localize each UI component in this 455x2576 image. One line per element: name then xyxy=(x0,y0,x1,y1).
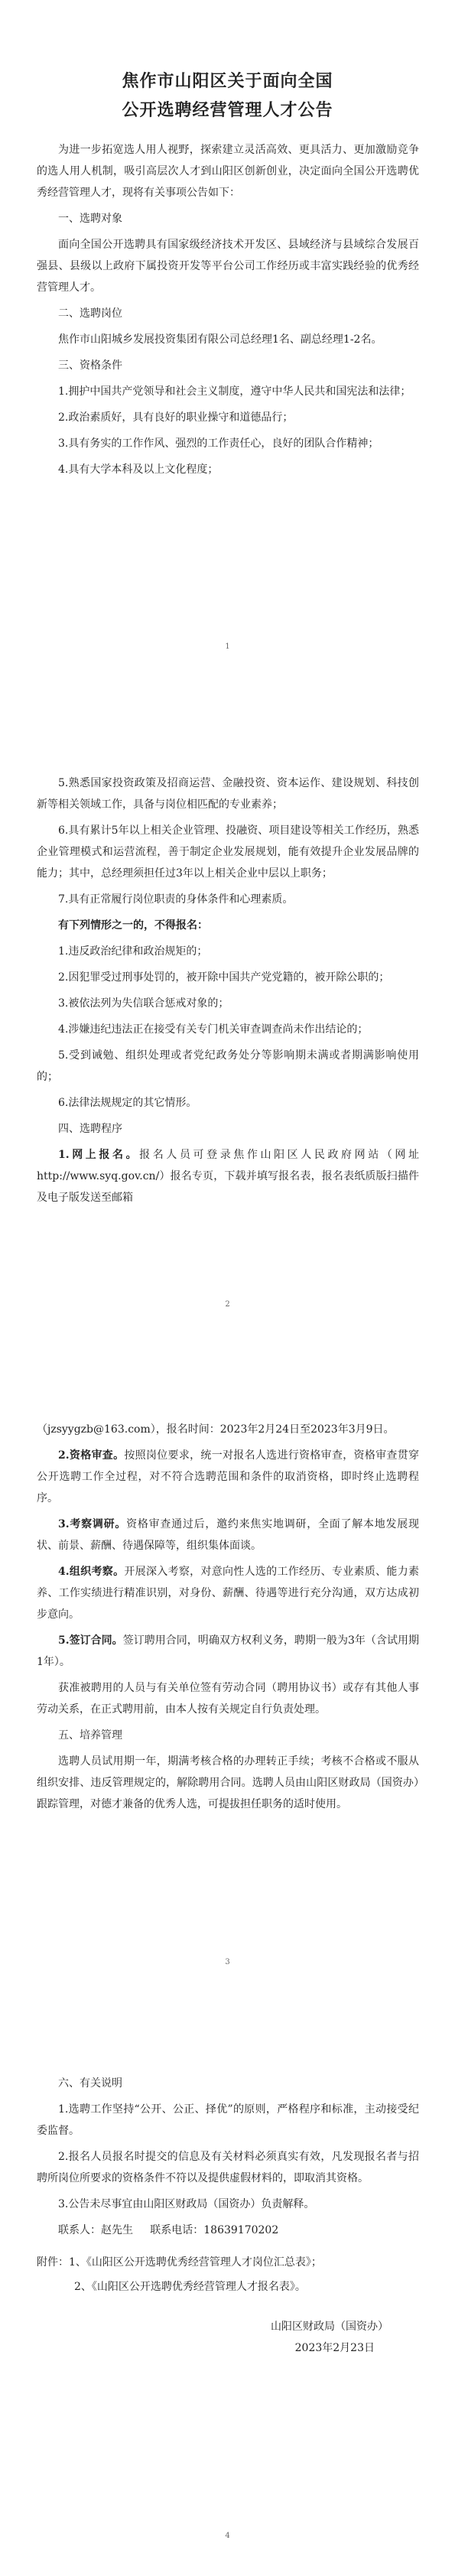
section1-text: 面向全国公开选聘具有国家级经济技术开发区、县域经济与县域综合发展百强县、县级以上政府下属投资开发等平台公司工作经历或丰富实践经验的优秀经营管理人才。 xyxy=(37,239,419,294)
section2-heading: 二、选聘岗位 xyxy=(58,307,122,320)
section4-heading: 四、选聘程序 xyxy=(58,1123,122,1135)
contact-line xyxy=(37,2220,419,2241)
exclusion-item: 3.被依法列为失信联合惩戒对象的； xyxy=(58,997,229,1010)
page-number: 2 xyxy=(225,1300,230,1309)
section1-heading: 一、选聘对象 xyxy=(58,213,122,225)
signature-block xyxy=(37,2316,419,2359)
exclusion-item: 4.涉嫌违纪违法正在接受有关专门机关审查调查尚未作出结论的； xyxy=(58,1023,369,1036)
note-item: 1.选聘工作坚持“公开、公正、择优”的原则，严格程序和标准，主动接受纪委监督。 xyxy=(37,2103,419,2137)
exclusion-item: 6.法律法规规定的其它情形。 xyxy=(58,1097,197,1109)
section6-heading: 六、有关说明 xyxy=(58,2077,122,2090)
attachment-item: 2、《山阳区公开选聘优秀经营管理人才报名表》。 xyxy=(74,2281,306,2293)
attachment-line xyxy=(37,2252,419,2273)
condition-item: 5.熟悉国家投资政策及招商运营、金融投资、资本运作、建设规划、科技创新等相关领域工作，具备与岗位相匹配的专业素养； xyxy=(37,777,419,811)
procedure-step-1-continued: （jzsyygzb@163.com），报名时间：2023年2月24日至2023年3月9日。 xyxy=(37,1423,395,1436)
attachments-label: 附件： xyxy=(37,2256,69,2269)
note-item: 3.公告未尽事宜由山阳区财政局（国资办）负责解释。 xyxy=(58,2198,315,2210)
condition-item: 6.具有累计5年以上相关企业管理、投融资、项目建设等相关工作经历，熟悉企业管理模式和运营流程，善于制定企业发展规划，能有效提升企业发展品牌的能力；其中，总经理须担任过3年以上相关企业中层以上职务； xyxy=(37,825,419,880)
condition-item: 7.具有正常履行岗位职责的身体条件和心理素质。 xyxy=(58,893,294,906)
signature-org: 山阳区财政局（国资办） xyxy=(271,2321,388,2333)
page1-body xyxy=(37,139,419,485)
step-text: 开展深入考察，对意向性人选的工作经历、专业素质、能力素养、工作实绩进行精准识别，对身份、薪酬、待遇等进行充分沟通，双方达成初步意向。 xyxy=(37,1566,419,1621)
condition-item: 2.政治素质好，具有良好的职业操守和道德品行； xyxy=(58,411,294,424)
exclusion-item: 2.因犯罪受过刑事处罚的，被开除中国共产党党籍的，被开除公职的； xyxy=(58,971,390,984)
condition-item: 4.具有大学本科及以上文化程度； xyxy=(58,463,219,476)
procedure-step-1 xyxy=(37,1144,419,1208)
step-label: 1.网上报名。 xyxy=(58,1149,140,1161)
document-title-line2: 公开选聘经营管理人才公告 xyxy=(122,100,333,120)
page-number: 1 xyxy=(225,642,230,651)
condition-item: 3.具有务实的工作作风、强烈的工作责任心，良好的团队合作精神； xyxy=(58,437,379,450)
exclusion-item: 5.受到诫勉、组织处理或者党纪政务处分等影响期未满或者期满影响使用的； xyxy=(37,1049,419,1083)
contact-label: 联系人： xyxy=(58,2224,101,2236)
document-title-line1: 焦作市山阳区关于面向全国 xyxy=(122,71,333,91)
section2-text: 焦作市山阳城乡发展投资集团有限公司总经理1名、副总经理1-2名。 xyxy=(58,333,382,346)
step-label: 2.资格审查。 xyxy=(58,1449,125,1462)
attachments xyxy=(37,2252,419,2298)
attachment-item: 1、《山阳区公开选聘优秀经营管理人才岗位汇总表》； xyxy=(69,2256,322,2269)
exclusion-heading: 有下列情形之一的，不得报名： xyxy=(58,919,208,932)
page-number: 4 xyxy=(225,2532,230,2540)
procedure-step-2 xyxy=(37,1445,419,1509)
page2-body xyxy=(37,772,419,1213)
section3-heading: 三、资格条件 xyxy=(58,359,122,372)
step-label: 5.签订合同。 xyxy=(58,1634,123,1647)
procedure-step-3 xyxy=(37,1514,419,1556)
procedure-note: 获准被聘用的人员与有关单位签有劳动合同（聘用协议书）或存有其他人事劳动关系，在正式聘用前，由本人按有关规定自行负责处理。 xyxy=(37,1682,419,1716)
note-item: 2.报名人员报名时提交的信息及有关材料必须真实有效，凡发现报名者与招聘所岗位所要求的资格条件不符以及提供虚假材料的，即取消其资格。 xyxy=(37,2151,419,2184)
section5-heading: 五、培养管理 xyxy=(58,1729,122,1742)
exclusion-item: 1.违反政治纪律和政治规矩的； xyxy=(58,945,208,958)
procedure-step-5 xyxy=(37,1630,419,1673)
page4-body xyxy=(37,2073,419,2359)
section5-text: 选聘人员试用期一年，期满考核合格的办理转正手续；考核不合格或不服从组织安排、违反管理规定的，解除聘用合同。选聘人员由山阳区财政局（国资办）跟踪管理，对德才兼备的优秀人选，可提拔担任职务的适时使用。 xyxy=(37,1755,419,1810)
procedure-step-4 xyxy=(37,1561,419,1625)
phone-label: 联系电话： xyxy=(150,2224,204,2236)
step-label: 4.组织考察。 xyxy=(58,1566,125,1578)
step-text: 资格审查通过后，邀约来焦实地调研，全面了解本地发展现状、前景、薪酬、待遇保障等，组织集体面谈。 xyxy=(37,1518,419,1552)
step-label: 3.考察调研。 xyxy=(58,1518,127,1530)
signature-date: 2023年2月23日 xyxy=(294,2342,375,2354)
step-text: 按照岗位要求，统一对报名人选进行资格审查，资格审查贯穿公开选聘工作全过程，对不符合选聘范围和条件的取消资格，即时终止选聘程序。 xyxy=(37,1449,419,1504)
page3-body xyxy=(37,1419,419,1820)
page-number: 3 xyxy=(225,1958,230,1966)
step-text: 签订聘用合同，明确双方权利义务，聘期一般为3年（含试用期1年）。 xyxy=(37,1634,419,1668)
step-text: 报名人员可登录焦作山阳区人民政府网站（网址http://www.syq.gov.cn/）报名专页，下载并填写报名表，报名表纸质版扫描件及电子版发送至邮箱 xyxy=(37,1149,419,1204)
contact-phone: 18639170202 xyxy=(203,2224,279,2236)
condition-item: 1.拥护中国共产党领导和社会主义制度，遵守中华人民共和国宪法和法律； xyxy=(58,385,411,398)
intro-paragraph: 为进一步拓宽选人用人视野，探索建立灵活高效、更具活力、更加激励竞争的选人用人机制，吸引高层次人才到山阳区创新创业，决定面向全国公开选聘优秀经营管理人才，现将有关事项公告如下： xyxy=(37,144,419,199)
contact-name: 赵先生 xyxy=(101,2224,133,2236)
